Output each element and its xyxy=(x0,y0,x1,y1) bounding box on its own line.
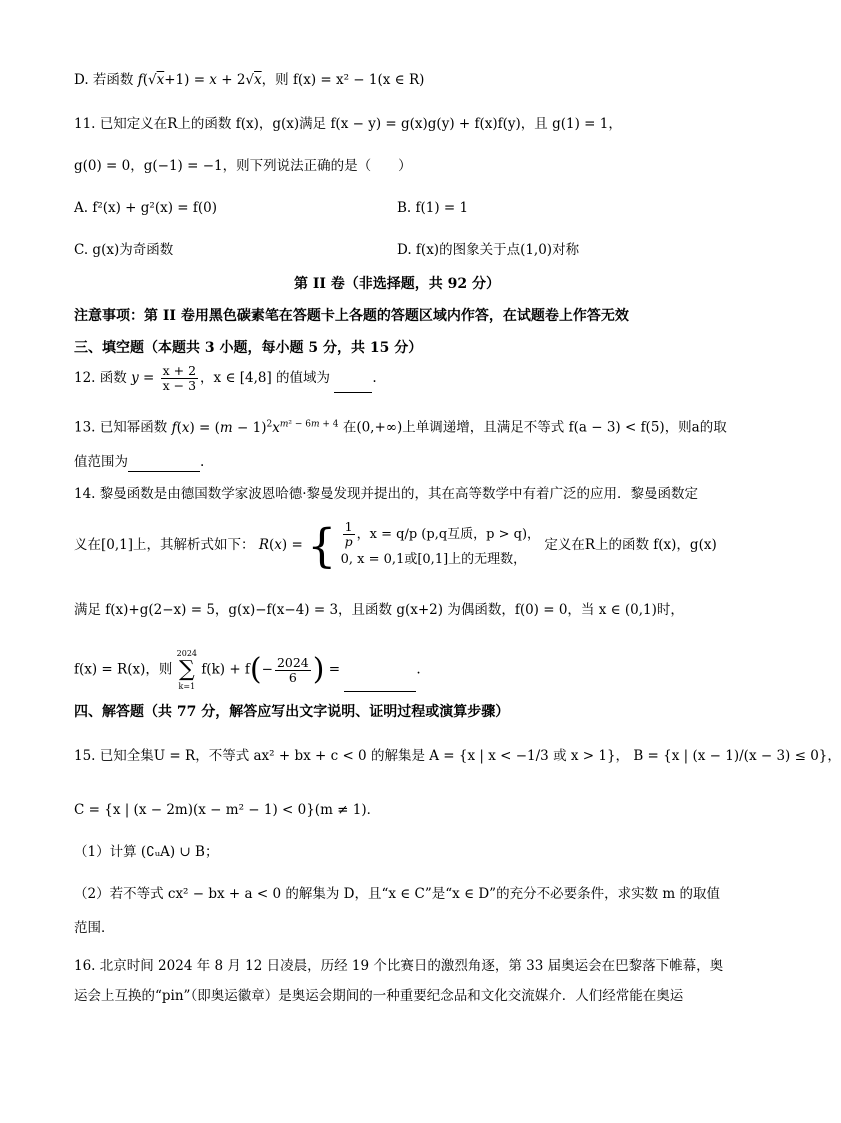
q13-line1 xyxy=(74,414,727,438)
q13-mid: 在(0,+∞)上单调递增，且满足不等式 xyxy=(342,419,565,436)
q12-numerator: x + 2 xyxy=(162,363,197,378)
q11-stem-line1: 11. 已知定义在R上的函数 f(x)，g(x)满足 f(x − y) = g(x)g(y) + f(x)f(y)，且 g(1) = 1， xyxy=(74,116,622,132)
q14-line4b: f(k) + f xyxy=(201,661,250,678)
q14-case1-fraction: $\frac{1}{p}$ xyxy=(344,519,353,549)
section-2-title: 第 II 卷（非选择题，共 92 分） xyxy=(293,276,501,292)
q14-cases-brace: { xyxy=(307,518,337,573)
q15-line2: C = {x | (x − 2m)(x − m² − 1) < 0}(m ≠ 1)． xyxy=(74,802,381,818)
q15-set-b: B = {x | (x − 1)/(x − 3) ≤ 0} xyxy=(633,748,828,764)
q12-prefix: 12. 函数 xyxy=(74,370,127,386)
q14-line2: 义在[0,1]上，其解析式如下： R(x) = { $\frac{1}{p}$ ，x = q/p (p,q互质，p > q)， 0, x = 0,1或[0,1]上的无理数， 定义在R上的函数 f(x)，g(x) xyxy=(74,518,717,573)
q13-line2-text: 值范围为 xyxy=(74,454,128,470)
q15-set-a: A = {x | x < −1/3 或 x > 1} xyxy=(429,748,616,764)
q13-line2 xyxy=(74,452,204,472)
q10-d-label: D. 若函数 xyxy=(74,72,134,88)
q14-case2: 0, x = 0,1或[0,1]上的无理数， xyxy=(340,552,527,567)
q11-option-b: B. f(1) = 1 xyxy=(397,200,469,216)
q14-sum-lower: k=1 xyxy=(178,682,196,691)
q12-end: . xyxy=(372,370,377,386)
q10-d-result: f(x) = x² − 1(x ∈ R) xyxy=(292,72,425,88)
q12-fraction xyxy=(161,364,198,393)
q11-option-c: C. g(x)为奇函数 xyxy=(74,242,174,258)
q13-prefix: 13. 已知幂函数 xyxy=(74,419,168,436)
q12-answer-blank xyxy=(334,378,372,393)
q11-option-d: D. f(x)的图象关于点(1,0)对称 xyxy=(397,242,580,258)
q11-option-a: A. f²(x) + g²(x) = f(0) xyxy=(74,200,217,216)
q14-answer-blank xyxy=(344,677,416,692)
q14-case1 xyxy=(341,520,540,549)
notice: 注意事项：第 II 卷用黑色碳素笔在答题卡上各题的答题区域内作答，在试题卷上作答无效 xyxy=(74,308,629,324)
q13-answer-blank xyxy=(128,457,200,472)
q14-frac-den: 6 xyxy=(288,669,297,685)
q14-line1: 14. 黎曼函数是由德国数学家波恩哈德·黎曼发现并提出的，其在高等数学中有着广泛的应用．黎曼函数定 xyxy=(74,486,699,502)
q14-fraction xyxy=(275,656,311,685)
q12: 12. 函数 y = $\frac{x + 2}{x - 3}$ ，x ∈ [4,8] 的值域为 . xyxy=(74,363,377,393)
q12-denominator: x − 3 xyxy=(162,378,197,393)
q14-end: . xyxy=(416,661,421,678)
q14-summation: 2024 ∑ k=1 xyxy=(176,649,198,691)
q16-line1: 16. 北京时间 2024 年 8 月 12 日凌晨，历经 19 个比赛日的激烈角逐，第 33 届奥运会在巴黎落下帷幕，奥 xyxy=(74,958,724,974)
q12-suffix: ，x ∈ [4,8] 的值域为 xyxy=(200,370,331,386)
q15-part2: （2）若不等式 cx² − bx + a < 0 的解集为 D，且“x ∈ C”是“x ∈ D”的充分不必要条件，求实数 m 的取值 xyxy=(74,886,720,902)
q14-line2a: 义在[0,1]上，其解析式如下： xyxy=(74,537,255,553)
q10-d-condition: f(√x+1) = x + 2√x xyxy=(137,72,262,88)
q15-part1: （1）计算 (∁ᵤA) ∪ B； xyxy=(74,844,219,860)
q14-line2b: 定义在R上的函数 f(x)，g(x) xyxy=(544,537,717,553)
q14-frac-num: 2024 xyxy=(276,654,309,670)
q14-line4a: f(x) = R(x)，则 xyxy=(74,661,173,678)
q16-line2: 运会上互换的“pin”（即奥运徽章）是奥运会期间的一种重要纪念品和文化交流媒介．人们经常能在奥运 xyxy=(74,988,684,1004)
q14-cases xyxy=(341,520,540,571)
q13-end: . xyxy=(200,454,205,470)
solve-section-title: 四、解答题（共 77 分，解答应写出文字说明、证明过程或演算步骤） xyxy=(74,704,510,720)
q14-line3: 满足 f(x)+g(2−x) = 5，g(x)−f(x−4) = 3，且函数 g(x+2) 为偶函数，f(0) = 0，当 x ∈ (0,1)时， xyxy=(74,602,684,618)
q13-inequality: f(a − 3) < f(5) xyxy=(568,419,665,436)
fill-section-title: 三、填空题（本题共 3 小题，每小题 5 分，共 15 分） xyxy=(74,340,423,356)
q13-tail: ，则a的取 xyxy=(664,419,727,436)
q13-function: $f(x) = (m - 1)^2x^{m^2 - 6m + 4}$ xyxy=(171,419,339,436)
q10-option-d xyxy=(74,70,424,90)
q14-case1-text: ，x = q/p (p,q互质，p > q)， xyxy=(356,527,541,542)
q15-line1a: 15. 已知全集U = R，不等式 ax² + bx + c < 0 的解集是 xyxy=(74,748,425,764)
q14-line4: f(x) = R(x)，则 2024 ∑ k=1 f(k) + f(− $\frac{2024}{6}$ ) = . xyxy=(74,649,421,691)
q15-line1: 15. 已知全集U = R，不等式 ax² + bx + c < 0 的解集是 A = {x | x < −1/3 或 x > 1}， B = {x | (x − 1)/(x − 3) ≤ 0}， xyxy=(74,748,841,764)
q14-sum-upper: 2024 xyxy=(176,649,198,658)
q11-stem-line2: g(0) = 0，g(−1) = −1，则下列说法正确的是（ ） xyxy=(74,158,412,174)
q15-part2-cont: 范围． xyxy=(74,920,115,936)
q10-d-rest: ，则 xyxy=(261,72,289,88)
